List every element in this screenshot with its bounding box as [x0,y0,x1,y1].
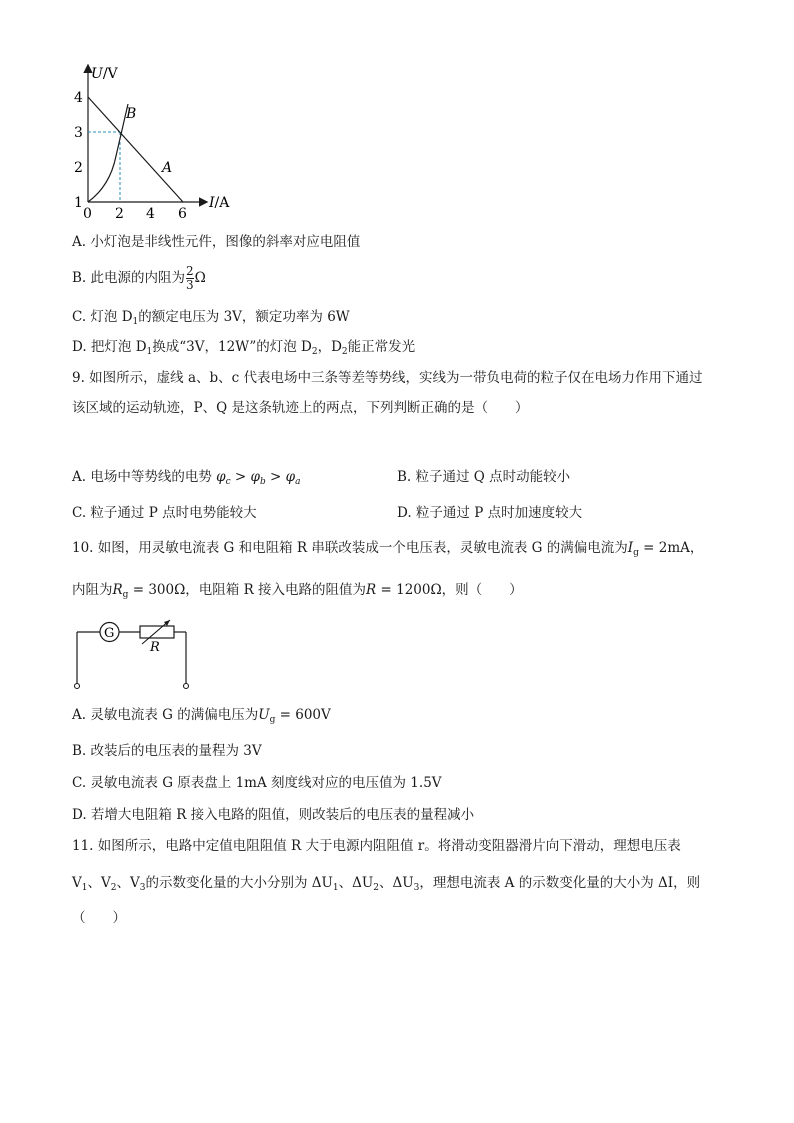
circuit-diagram [70,618,200,694]
q11-stem-line3: （ ） [72,910,126,926]
q8-option-a: A. 小灯泡是非线性元件，图像的斜率对应电阻值 [72,234,361,250]
y-axis-label: U/V [91,66,118,82]
q10-option-d: D. 若增大电阻箱 R 接入电路的阻值，则改装后的电压表的量程减小 [72,807,475,823]
q9-option-d: D. 粒子通过 P 点时加速度较大 [397,505,583,521]
q11-stem-line1: 11. 如图所示，电路中定值电阻阻值 R 大于电源内阻阻值 r。将滑动变阻器滑片向下滑动，理想电压表 [72,838,681,854]
y-tick-label: 2 [74,160,83,176]
q11-stem-line2: $V_1$、$V_2$、$V_3$的示数变化量的大小分别为 $\Delta U_1$、$\Delta U_2$、$\Delta U_3$，理想电流表 A 的示数变化量的大小为 ΔI，则 [72,875,701,893]
q10-stem-line2: 内阻为$R_g = 300\Omega$，电阻箱 R 接入电路的阻值为R = 1200Ω，则（ ） [72,582,523,600]
resistance-box-r [140,626,174,638]
q9-option-a: A. 电场中等势线的电势 $\varphi_c > \varphi_b > \varphi_a$ [72,469,301,487]
x-axis-label: I/A [209,195,230,211]
y-tick-label: 1 [74,195,83,211]
x-tick-label: 2 [115,206,124,222]
fraction: $\frac{2}{3}$ [186,264,194,292]
y-tick-label: 3 [74,125,83,141]
y-tick-label: 4 [74,90,83,106]
line-a-label: A [162,160,173,176]
q8-option-c: C. 灯泡 $D_1$的额定电压为 3V，额定功率为 6W [72,309,350,327]
q8-option-b: B. 此电源的内阻为$\frac{2}{3}$ Ω [72,264,206,292]
q9-option-c: C. 粒子通过 P 点时电势能较大 [72,505,257,521]
q10-option-a: A. 灵敏电流表 G 的满偏电压为$U_g = 600V$ [72,707,331,725]
q10-option-b: B. 改装后的电压表的量程为 3V [72,743,262,759]
q9-stem-line1: 9. 如图所示，虚线 a、b、c 代表电场中三条等差等势线，实线为一带负电荷的粒子仅在电场力作用下通过 [72,370,703,386]
curve-b-label: B [126,106,137,122]
terminal-right [184,684,189,689]
x-tick-label: 4 [146,206,155,222]
q10-stem-line1: 10. 如图，用灵敏电流表 G 和电阻箱 R 串联改装成一个电压表，灵敏电流表 G 的满偏电流为$I_g = 2mA$， [72,540,704,558]
q10-option-c: C. 灵敏电流表 G 原表盘上 1mA 刻度线对应的电压值为 1.5V [72,775,442,791]
q9-stem-line2: 该区域的运动轨迹，P、Q 是这条轨迹上的两点，下列判断正确的是（ ） [72,400,529,416]
q8-option-d: D. 把灯泡 $D_1$换成“3V，12W”的灯泡 $D_2$，$D_2$能正常发光 [72,339,416,357]
x-tick-label: 0 [83,206,92,222]
u-i-graph [68,60,248,225]
galvanometer-label: G [104,626,115,641]
q9-option-b: B. 粒子通过 Q 点时动能较小 [397,469,571,485]
x-tick-label: 6 [178,206,187,222]
terminal-left [75,684,80,689]
resistance-box-label: R [150,640,160,655]
